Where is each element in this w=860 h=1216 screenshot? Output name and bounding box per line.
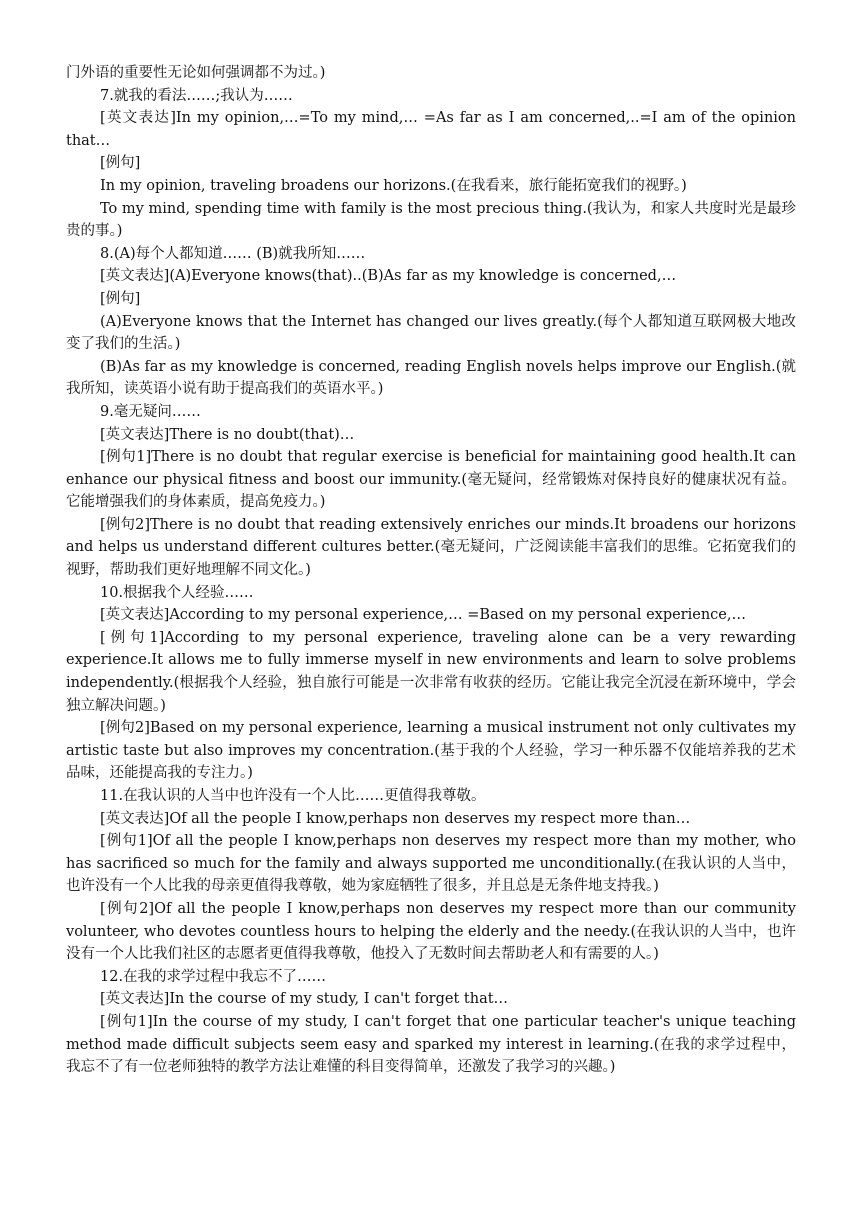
example-sentence: To my mind, spending time with family is the most precious thing.(我认为，和家人共度时光是最珍贵的事。) [66, 200, 796, 240]
example-sentence: [例句1]There is no doubt that regular exercise is beneficial for maintaining good health.It can enhance our physical fitness and boost our immunity.(毫无疑问，经常锻炼对保持良好的健康状况有益。它能增强我们的身体素质，提高免疫力。) [66, 449, 796, 511]
example-sentence: [例句1]Of all the people I know,perhaps non deserves my respect more than my mother, who has sacrificed so much for the family and always supported me unconditionally.(在我认识的人当中，也许没有一个人比我的母亲更值得我尊敬，她为家庭牺牲了很多，并且总是无条件地支持我。) [66, 833, 796, 895]
example-sentence: (A)Everyone knows that the Internet has changed our lives greatly.(每个人都知道互联网极大地改变了我们的生活。) [66, 313, 796, 353]
expression-line: [英文表达]In the course of my study, I can't forget that… [100, 991, 509, 1008]
section-heading-7: 7.就我的看法……;我认为…… [100, 87, 293, 104]
example-sentence: [例句1]In the course of my study, I can't forget that one particular teacher's unique teaching method made difficult subjects seem easy and sparked my interest in learning.(在我的求学过程中，我忘不了有一位老师独特的教学方法让难懂的科目变得简单，还激发了我学习的兴趣。) [66, 1013, 796, 1076]
example-sentence: [例句2]Of all the people I know,perhaps non deserves my respect more than our community volunteer, who devotes countless hours to helping the elderly and the needy.(在我认识的人当中，也许没有一个人比我们社区的志愿者更值得我尊敬，他投入了无数时间去帮助老人和有需要的人。) [66, 900, 796, 963]
example-sentence: (B)As far as my knowledge is concerned, reading English novels helps improve our English.(就我所知，读英语小说有助于提高我们的英语水平。) [66, 358, 796, 398]
section-heading-8: 8.(A)每个人都知道…… (B)就我所知…… [100, 245, 366, 262]
example-sentence: [例句1]According to my personal experience, traveling alone can be a very rewarding experience.It allows me to fully immerse myself in new environments and learn to solve problems independently.(根据我个人经验，独自旅行可能是一次非常有收获的经历。它能让我完全沉浸在新环境中，学会独立解决问题。) [66, 629, 796, 714]
example-sentence: In my opinion, traveling broadens our horizons.(在我看来，旅行能拓宽我们的视野。) [100, 177, 687, 194]
example-sentence: [例句2]There is no doubt that reading extensively enriches our minds.It broadens our horizons and helps us understand different cultures better.(毫无疑问，广泛阅读能丰富我们的思维。它拓宽我们的视野，帮助我们更好地理解不同文化。) [66, 516, 796, 579]
example-sentence: [例句2]Based on my personal experience, learning a musical instrument not only cultivates my artistic taste but also improves my concentration.(基于我的个人经验，学习一种乐器不仅能培养我的艺术品味，还能提高我的专注力。) [66, 720, 796, 782]
section-heading-11: 11.在我认识的人当中也许没有一个人比……更值得我尊敬。 [100, 788, 486, 804]
expression-line: [英文表达](A)Everyone knows(that)..(B)As far as my knowledge is concerned,… [100, 268, 677, 285]
text-line: 门外语的重要性无论如何强调都不为过。) [66, 65, 326, 81]
section-heading-10: 10.根据我个人经验…… [100, 584, 254, 601]
expression-line: [英文表达]Of all the people I know,perhaps non deserves my respect more than… [100, 810, 691, 827]
expression-line: [英文表达]In my opinion,…=To my mind,… =As far as I am concerned,..=I am of the opinion that… [66, 110, 796, 149]
section-heading-9: 9.毫无疑问…… [100, 403, 201, 420]
document-page [66, 62, 796, 1079]
example-label: [例句] [100, 155, 141, 172]
expression-line: [英文表达]According to my personal experience,… =Based on my personal experience,… [100, 607, 746, 624]
expression-line: [英文表达]There is no doubt(that)… [100, 426, 355, 443]
section-heading-12: 12.在我的求学过程中我忘不了…… [100, 968, 327, 985]
example-label: [例句] [100, 290, 141, 307]
